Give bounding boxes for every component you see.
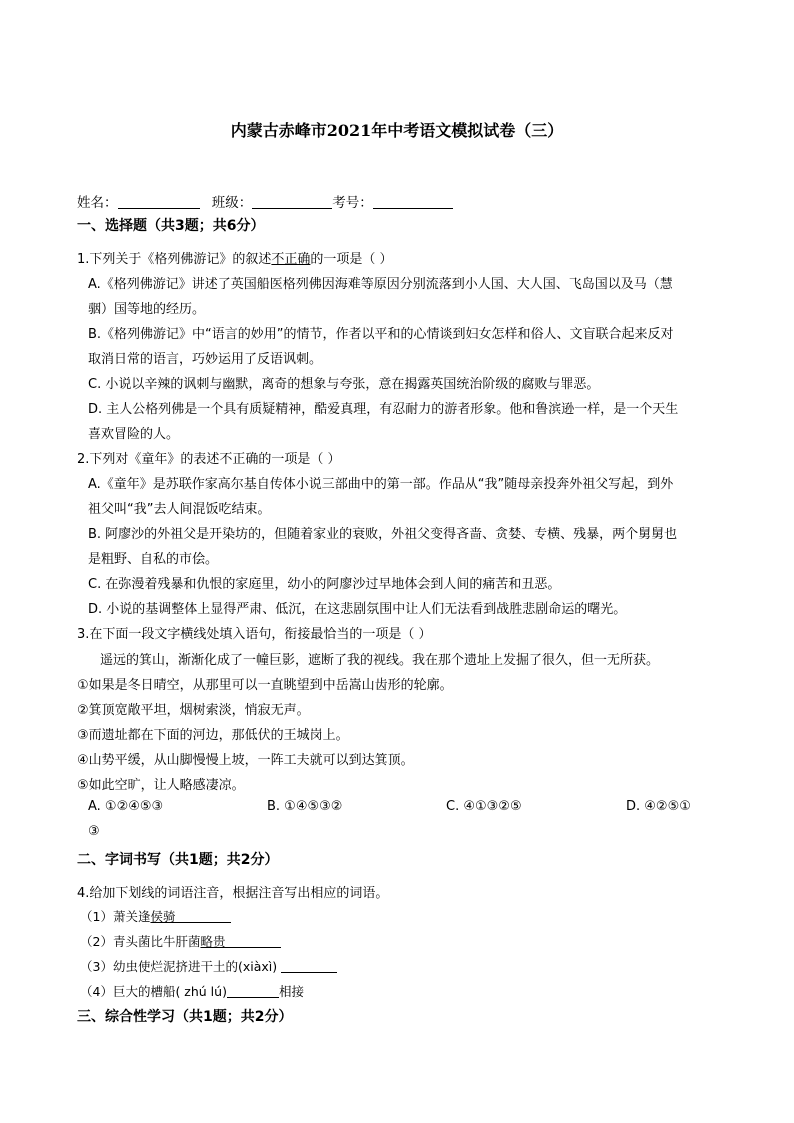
q3-sentence-4: ④山势平缓，从山脚慢慢上坡，一阵工夫就可以到达箕顶。	[77, 753, 414, 768]
section-2-heading: 二、字词书写（共1题；共2分）	[77, 852, 279, 868]
q2-option-a-line2: 祖父叫“我”去人间混饭吃结束。	[88, 502, 271, 517]
q3-choice-a[interactable]: A. ①②④⑤③	[88, 799, 164, 814]
q2-option-d: D. 小说的基调整体上显得严肃、低沉，在这悲剧氛围中让人们无法看到战胜悲剧命运的曙光。	[88, 602, 627, 617]
q4-item-1: （1）萧关逢侯骑	[80, 907, 231, 925]
q4-item-3-blank[interactable]	[281, 961, 337, 973]
section-3-heading: 三、综合性学习（共1题；共2分）	[77, 1009, 293, 1025]
q3-sentence-5: ⑤如此空旷，让人略感凄凉。	[77, 778, 245, 793]
q1-stem: 1.下列关于《格列佛游记》的叙述不正确的一项是（ ）	[77, 252, 393, 267]
q2-option-c: C. 在弥漫着残暴和仇恨的家庭里，幼小的阿廖沙过早地体会到人间的痛苦和丑恶。	[88, 577, 561, 592]
section-1-heading: 一、选择题（共3题；共6分）	[77, 218, 265, 234]
q3-stem: 3.在下面一段文字横线处填入语句，衔接最恰当的一项是（ ）	[77, 627, 432, 642]
q4-item-4: （4）巨大的槽船( zhú lú) 相接	[80, 984, 304, 999]
q3-choice-c[interactable]: C. ④①③②⑤	[446, 799, 522, 814]
q3-sentence-3: ③而遗址都在下面的河边，那低伏的王城岗上。	[77, 728, 349, 743]
q1-option-c: C. 小说以辛辣的讽刺与幽默，离奇的想象与夸张，意在揭露英国统治阶级的腐败与罪恶。	[88, 377, 600, 392]
q2-option-a-line1: A.《童年》是苏联作家高尔基自传体小说三部曲中的第一部。作品从“我”随母亲投奔外祖父写起，到外	[88, 477, 674, 492]
q2-option-b-line1: B. 阿廖沙的外祖父是开染坊的，但随着家业的衰败，外祖父变得吝啬、贪婪、专横、残暴，两个舅舅也	[88, 527, 678, 542]
q1-option-b-line2: 取消日常的语言，巧妙运用了反语讽刺。	[88, 352, 323, 367]
q3-sentence-1: ①如果是冬日晴空，从那里可以一直眺望到中岳嵩山齿形的轮廓。	[77, 678, 453, 693]
exam-title: 内蒙古赤峰市2021年中考语文模拟试卷（三）	[230, 121, 564, 140]
name-label: 姓名：	[77, 195, 118, 211]
q1-option-d-line1: D. 主人公格列佛是一个具有质疑精神，酷爱真理，有忍耐力的游者形象。他和鲁滨逊一样，是一个天生	[88, 402, 679, 417]
number-blank[interactable]	[373, 196, 453, 209]
q3-choice-d-wrap: ③	[88, 824, 100, 839]
q3-paragraph: 遥远的箕山，渐渐化成了一幢巨影，遮断了我的视线。我在那个遗址上发掘了很久，但一无所获。	[100, 653, 660, 668]
q4-item-3: （3）幼虫使烂泥挤进干土的(xiàxì)	[80, 957, 337, 975]
q4-item-2: （2）青头菌比牛肝菌略贵	[80, 932, 281, 950]
q1-option-a-line2: 骃）国等地的经历。	[88, 302, 206, 317]
class-blank[interactable]	[252, 196, 332, 209]
q4-item-4-blank[interactable]	[227, 986, 279, 998]
q4-item-1-blank[interactable]	[175, 911, 231, 923]
q3-sentence-2: ②箕顶宽敞平坦，烟树索淡，悄寂无声。	[77, 703, 310, 718]
q4-item-2-blank[interactable]	[225, 936, 281, 948]
student-info-row	[77, 191, 453, 211]
class-label: 班级：	[211, 195, 253, 211]
q1-option-a-line1: A.《格列佛游记》讲述了英国船医格列佛因海难等原因分别流落到小人国、大人国、飞岛国以及马（慧	[88, 277, 673, 292]
q3-choice-b[interactable]: B. ①④⑤③②	[267, 799, 343, 814]
q1-option-d-line2: 喜欢冒险的人。	[88, 427, 180, 442]
q2-option-b-line2: 是粗野、自私的市侩。	[88, 552, 219, 567]
name-blank[interactable]	[118, 196, 200, 209]
number-label: 考号：	[332, 195, 373, 211]
q4-stem: 4.给加下划线的词语注音，根据注音写出相应的词语。	[77, 886, 389, 901]
q3-choice-d[interactable]: D. ④②⑤①	[626, 799, 691, 814]
q2-stem: 2.下列对《童年》的表述不正确的一项是（ ）	[77, 452, 341, 467]
q1-option-b-line1: B.《格列佛游记》中“语言的妙用”的情节，作者以平和的心情谈到妇女怎样和俗人、文盲联合起来反对	[88, 327, 674, 342]
